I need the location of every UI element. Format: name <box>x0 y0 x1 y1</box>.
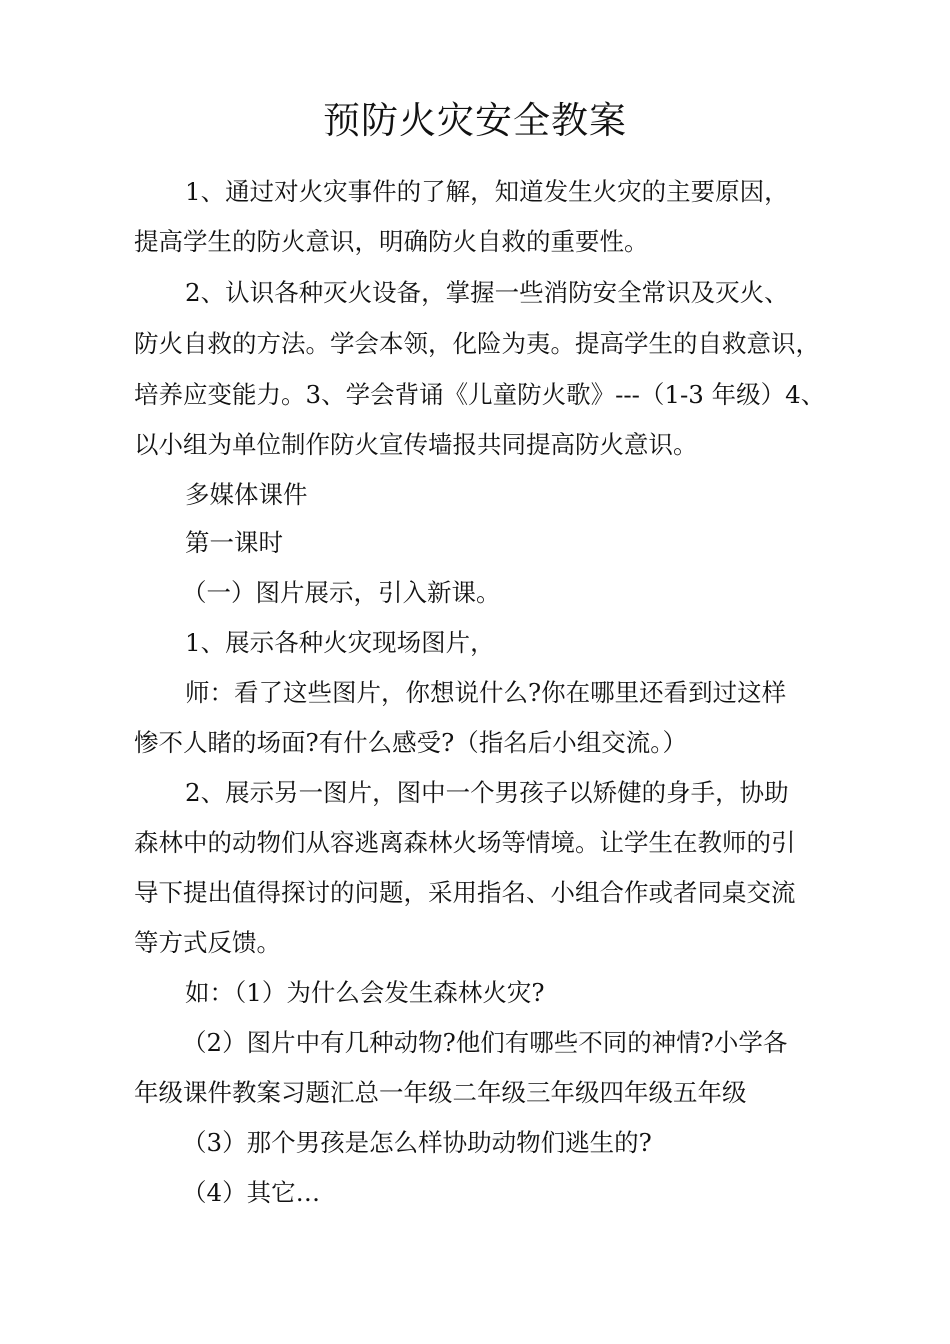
paragraph-line: 惨不人睹的场面?有什么感受?（指名后小组交流。） <box>134 728 688 757</box>
paragraph-line: 等方式反馈。 <box>134 928 281 957</box>
paragraph-line: 提高学生的防火意识，明确防火自救的重要性。 <box>134 227 649 256</box>
paragraph-line: 2、认识各种灭火设备，掌握一些消防安全常识及灭火、 <box>185 278 789 307</box>
paragraph-line: 森林中的动物们从容逃离森林火场等情境。让学生在教师的引 <box>134 828 796 857</box>
paragraph-line: 导下提出值得探讨的问题，采用指名、小组合作或者同桌交流 <box>134 878 796 907</box>
paragraph-line: 如：（1）为什么会发生森林火灾? <box>185 978 545 1007</box>
paragraph-line: 以小组为单位制作防火宣传墙报共同提高防火意识。 <box>134 430 698 459</box>
paragraph-line: 多媒体课件 <box>185 480 308 509</box>
paragraph-line: 师：看了这些图片，你想说什么?你在哪里还看到过这样 <box>185 678 787 707</box>
paragraph-line: 1、通过对火灾事件的了解，知道发生火灾的主要原因， <box>185 177 789 206</box>
paragraph-line: （一）图片展示，引入新课。 <box>182 578 501 607</box>
paragraph-line: （4）其它… <box>182 1178 321 1207</box>
paragraph-line: 1、展示各种火灾现场图片， <box>185 628 495 657</box>
paragraph-line: （2）图片中有几种动物?他们有哪些不同的神情?小学各 <box>182 1028 788 1057</box>
paragraph-line: 培养应变能力。3、学会背诵《儿童防火歌》---（1-3 年级）4、 <box>134 380 826 409</box>
document-title: 预防火灾安全教案 <box>323 99 627 142</box>
paragraph-line: 防火自救的方法。学会本领，化险为夷。提高学生的自救意识， <box>134 329 820 358</box>
paragraph-line: 2、展示另一图片，图中一个男孩子以矫健的身手，协助 <box>185 778 789 807</box>
paragraph-line: 年级课件教案习题汇总一年级二年级三年级四年级五年级 <box>134 1078 747 1107</box>
paragraph-line: 第一课时 <box>185 528 283 557</box>
paragraph-line: （3）那个男孩是怎么样协助动物们逃生的? <box>182 1128 652 1157</box>
